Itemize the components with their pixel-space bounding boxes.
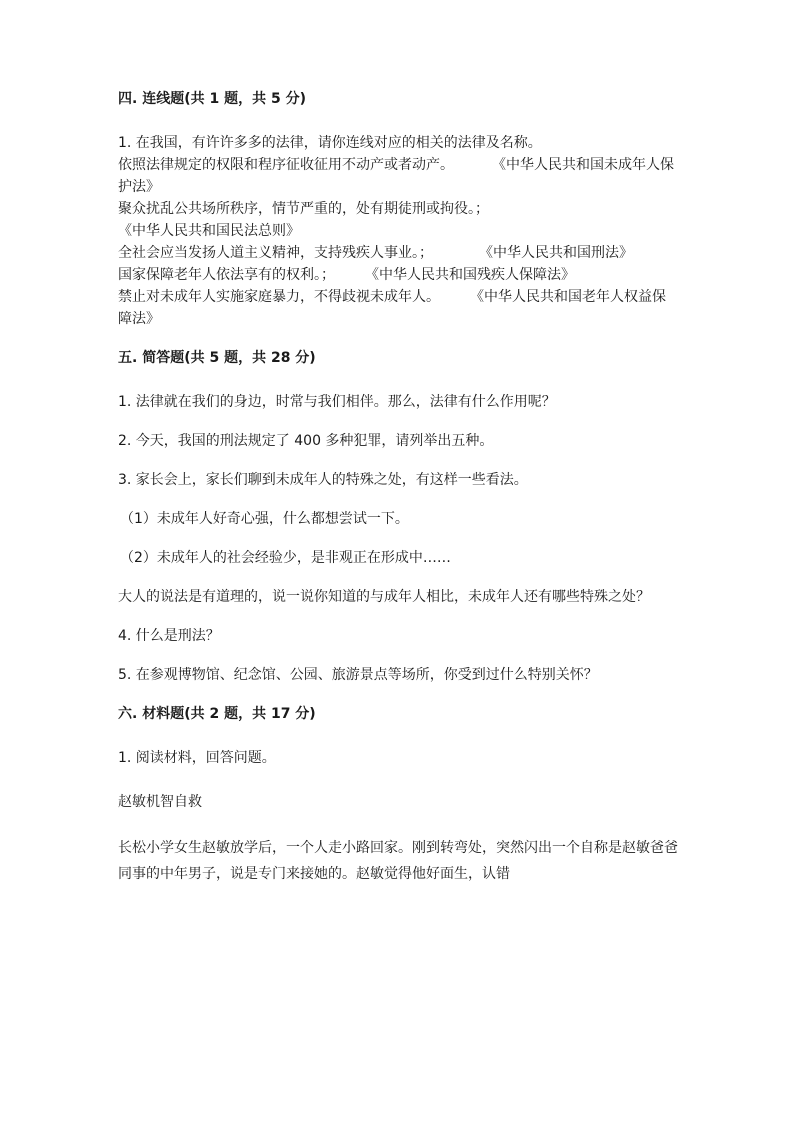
match-right-3: 《中华人民共和国刑法》: [479, 245, 633, 261]
section6-heading: 六. 材料题(共 2 题，共 17 分): [118, 706, 316, 722]
document-page: [118, 88, 678, 887]
section5-question-2: 2. 今天，我国的刑法规定了 400 多种犯罪，请列举出五种。: [118, 433, 494, 449]
match-row-5: [118, 286, 678, 330]
section5-heading: 五. 简答题(共 5 题，共 28 分): [118, 350, 316, 366]
section4-question-1: 1. 在我国，有许许多多的法律，请你连线对应的相关的法律及名称。: [118, 135, 542, 151]
section5-question-3: 3. 家长会上，家长们聊到未成年人的特殊之处，有这样一些看法。: [118, 472, 528, 488]
story-title: 赵敏机智自救: [118, 794, 202, 810]
section5-question-3-sub-2: （2）未成年人的社会经验少，是非观正在形成中……: [120, 550, 451, 566]
section5-question-5: 5. 在参观博物馆、纪念馆、公园、旅游景点等场所，你受到过什么特别关怀？: [118, 667, 598, 683]
match-left-4: 国家保障老年人依法享有的权利。；: [118, 267, 335, 283]
match-row-4: [118, 264, 678, 286]
match-left-1: 依照法律规定的权限和程序征收征用不动产或者动产。: [118, 157, 454, 173]
match-right-4: 《中华人民共和国残疾人保障法》: [365, 267, 575, 283]
match-right-2: 《中华人民共和国民法总则》: [118, 223, 300, 239]
match-left-3: 全社会应当发扬人道主义精神，支持残疾人事业。；: [118, 245, 433, 261]
match-right-5: 《中华人民共和国老年人权益保障法》: [118, 289, 666, 327]
section5-question-3-prompt: 大人的说法是有道理的，说一说你知道的与成年人相比，未成年人还有哪些特殊之处？: [118, 589, 650, 605]
story-text: 长松小学女生赵敏放学后，一个人走小路回家。刚到转弯处，突然闪出一个自称是赵敏爸爸同事的中年男子，说是专门来接她的。赵敏觉得他好面生，认错: [118, 840, 678, 882]
match-row-2: [118, 198, 678, 242]
section6-question-1: 1. 阅读材料，回答问题。: [118, 750, 276, 766]
section5-question-4: 4. 什么是刑法？: [118, 628, 220, 644]
match-left-2: 聚众扰乱公共场所秩序，情节严重的，处有期徒刑或拘役。；: [118, 201, 489, 217]
section5-question-1: 1. 法律就在我们的身边，时常与我们相伴。那么，法律有什么作用呢？: [118, 394, 556, 410]
match-left-5: 禁止对未成年人实施家庭暴力，不得歧视未成年人。: [118, 289, 440, 305]
match-right-1: 《中华人民共和国未成年人保护法》: [118, 157, 674, 195]
match-row-1: [118, 154, 678, 198]
section5-question-3-sub-1: （1）未成年人好奇心强，什么都想尝试一下。: [120, 511, 409, 527]
match-row-3: [118, 242, 678, 264]
section4-heading: 四. 连线题(共 1 题，共 5 分): [118, 91, 306, 107]
